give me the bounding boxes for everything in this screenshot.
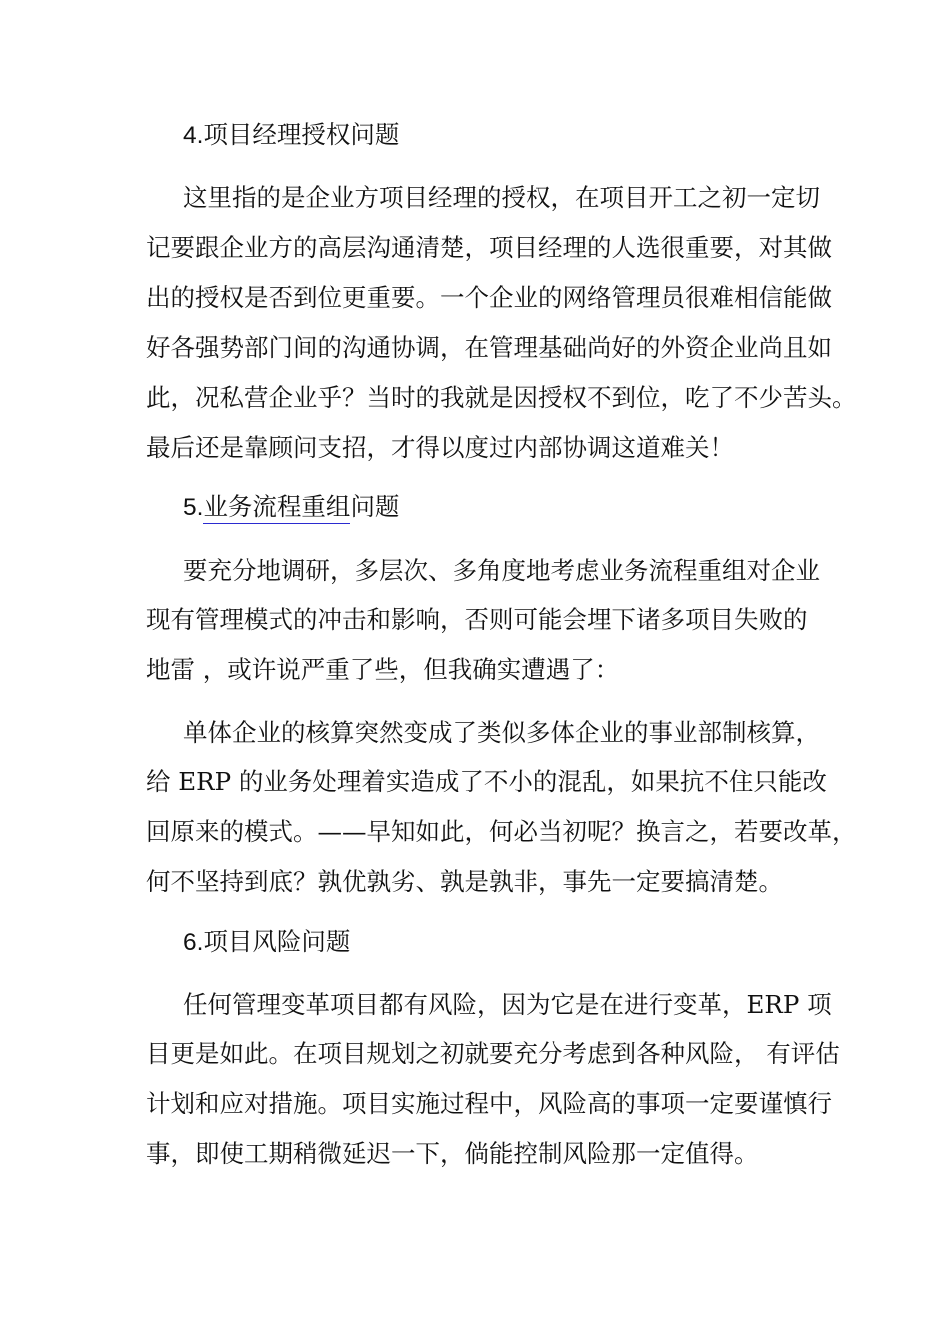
paragraph-line: 现有管理模式的冲击和影响，否则可能会埋下诸多项目失败的: [146, 605, 808, 634]
paragraph-line: 目更是如此。在项目规划之初就要充分考虑到各种风险， 有评估: [146, 1039, 840, 1068]
heading-text: 问题: [350, 492, 400, 521]
paragraph-line: 单体企业的核算突然变成了类似多体企业的事业部制核算，: [183, 718, 820, 747]
paragraph-line: 回原来的模式。——早知如此，何必当初呢？换言之，若要改革，: [146, 817, 857, 846]
section-heading-6: [0, 922, 950, 962]
section-heading-5: [0, 487, 950, 527]
heading-number: 6.: [183, 929, 204, 956]
business-process-link[interactable]: 业务流程重组: [203, 492, 350, 524]
paragraph-line: 计划和应对措施。项目实施过程中，风险高的事项一定要谨慎行: [146, 1089, 832, 1118]
heading-number: 4.: [183, 122, 204, 149]
paragraph-line: 任何管理变革项目都有风险，因为它是在进行变革，ERP 项: [183, 990, 832, 1019]
heading-text: 项目风险问题: [203, 927, 351, 956]
paragraph-line: 出的授权是否到位更重要。一个企业的网络管理员很难相信能做: [146, 283, 832, 312]
paragraph-line: 给 ERP 的业务处理着实造成了不小的混乱，如果抗不住只能改: [146, 767, 827, 796]
paragraph-line: 事，即使工期稍微延迟一下，倘能控制风险那一定值得。: [146, 1139, 759, 1168]
paragraph-line: 记要跟企业方的高层沟通清楚，项目经理的人选很重要，对其做: [146, 233, 832, 262]
paragraph-line: 要充分地调研，多层次、多角度地考虑业务流程重组对企业: [183, 556, 820, 585]
paragraph-line: 最后还是靠顾问支招，才得以度过内部协调这道难关！: [146, 433, 734, 462]
heading-text: 项目经理授权问题: [203, 120, 400, 149]
paragraph-line: 好各强势部门间的沟通协调，在管理基础尚好的外资企业尚且如: [146, 333, 832, 362]
paragraph-line: 地雷 ，或许说严重了些，但我确实遭遇了：: [146, 655, 620, 684]
paragraph-line: 这里指的是企业方项目经理的授权，在项目开工之初一定切: [183, 183, 820, 212]
heading-number: 5.: [183, 494, 204, 521]
paragraph-line: 何不坚持到底？孰优孰劣、孰是孰非，事先一定要搞清楚。: [146, 867, 783, 896]
paragraph-line: 此，况私营企业乎？当时的我就是因授权不到位，吃了不少苦头。: [146, 383, 857, 412]
section-heading-4: [0, 115, 950, 155]
